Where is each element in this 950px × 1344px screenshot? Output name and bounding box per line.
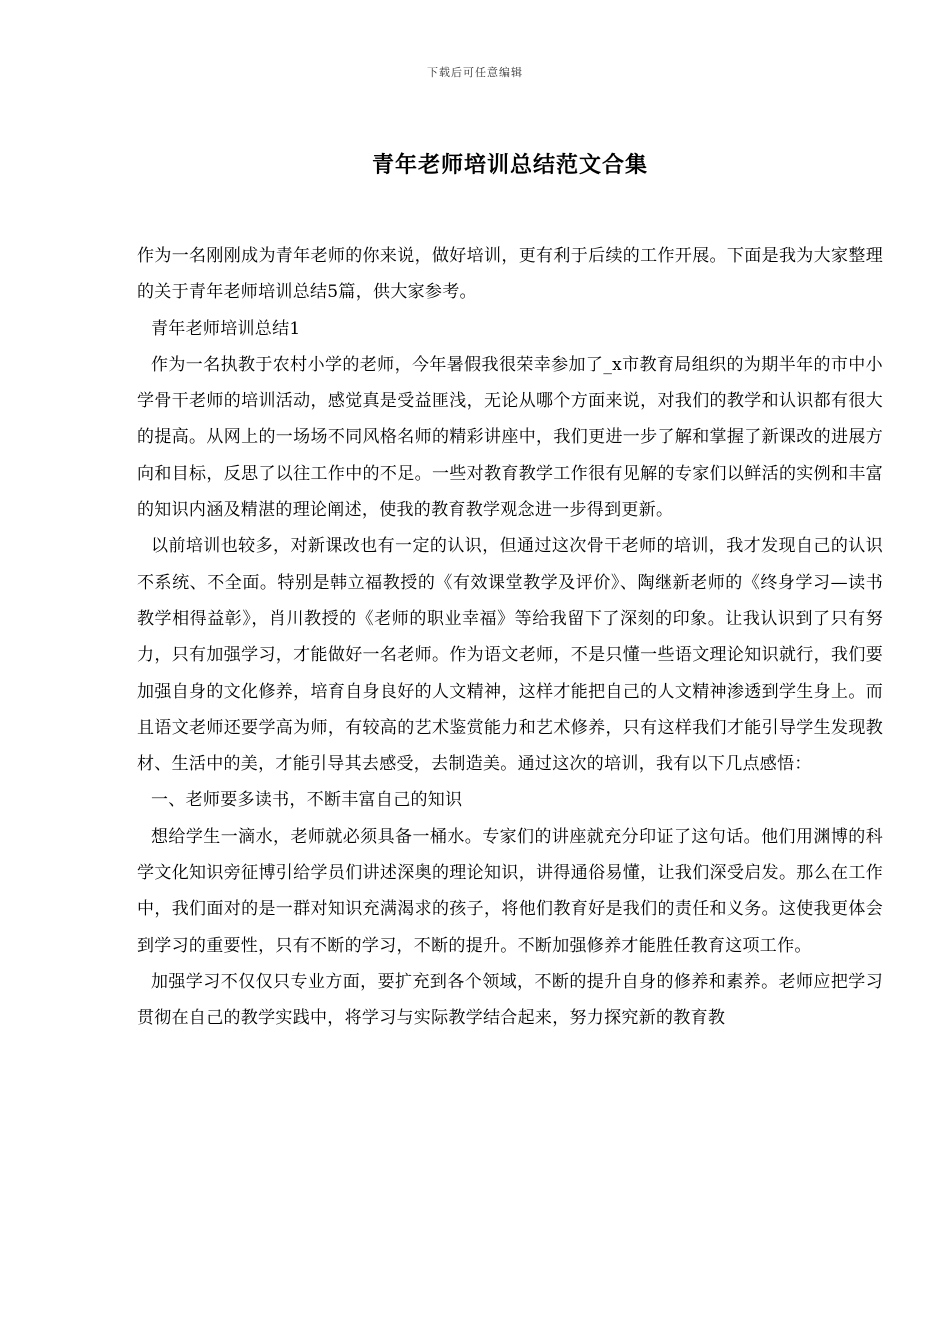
section-heading: 青年老师培训总结1 [151, 318, 301, 339]
body-paragraph: 想给学生一滴水，老师就必须具备一桶水。专家们的讲座就充分印证了这句话。他们用渊博的科学文化知识旁征博引给学员们讲述深奥的理论知识，讲得通俗易懂，让我们深受启发。那么在工作中，我们面对的是一群对知识充满渴求的孩子，将他们教育好是我们的责任和义务。这使我更体会到学习的重要性，只有不断的学习，不断的提升。不断加强修养才能胜任教育这项工作。 [137, 826, 883, 956]
intro-paragraph: 作为一名刚刚成为青年老师的你来说，做好培训，更有利于后续的工作开展。下面是我为大家整理的关于青年老师培训总结5篇，供大家参考。 [137, 246, 883, 303]
body-paragraph: 以前培训也较多，对新课改也有一定的认识，但通过这次骨干老师的培训，我才发现自己的认识不系统、不全面。特别是韩立福教授的《有效课堂教学及评价》、陶继新老师的《终身学习—读书教学相得益彰》，肖川教授的《老师的职业幸福》等给我留下了深刻的印象。让我认识到了只有努力，只有加强学习，才能做好一名老师。作为语文老师，不是只懂一些语文理论知识就行，我们要加强自身的文化修养，培育自身良好的人文精神，这样才能把自己的人文精神渗透到学生身上。而且语文老师还要学高为师，有较高的艺术鉴赏能力和艺术修养，只有这样我们才能引导学生发现教材、生活中的美，才能引导其去感受，去制造美。通过这次的培训，我有以下几点感悟： [137, 536, 883, 775]
body-paragraph: 加强学习不仅仅只专业方面，要扩充到各个领域，不断的提升自身的修养和素养。老师应把学习贯彻在自己的教学实践中，将学习与实际教学结合起来，努力探究新的教育教 [137, 971, 883, 1029]
header-note: 下载后可任意编辑 [427, 66, 523, 79]
body-paragraph: 作为一名执教于农村小学的老师，今年暑假我很荣幸参加了_x市教育局组织的为期半年的市中小学骨干老师的培训活动，感觉真是受益匪浅，无论从哪个方面来说，对我们的教学和认识都有很大的提高。从网上的一场场不同风格名师的精彩讲座中，我们更进一步了解和掌握了新课改的进展方向和目标，反思了以往工作中的不足。一些对教育教学工作很有见解的专家们以鲜活的实例和丰富的知识内涵及精湛的理论阐述，使我的教育教学观念进一步得到更新。 [137, 354, 883, 521]
document-body [137, 238, 883, 1037]
subsection-heading: 一、老师要多读书，不断丰富自己的知识 [151, 790, 463, 811]
document-title: 青年老师培训总结范文合集 [371, 152, 648, 178]
